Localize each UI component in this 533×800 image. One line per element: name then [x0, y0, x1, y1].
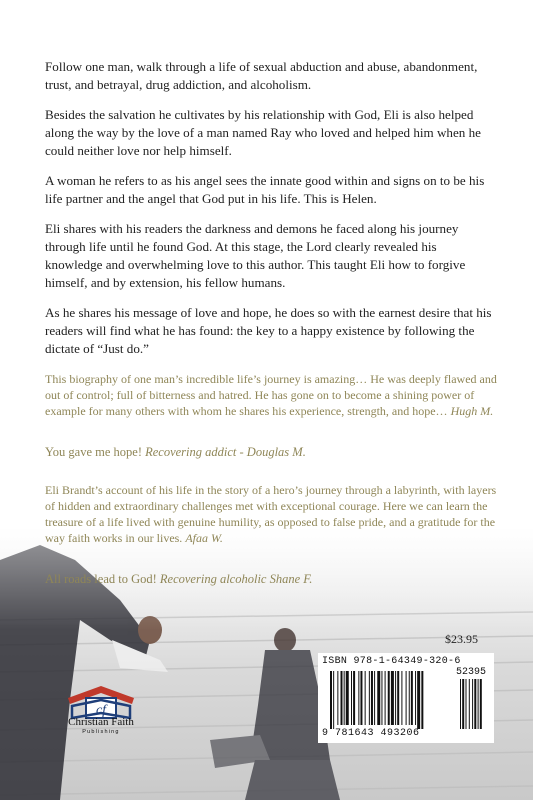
barcode-bar [369, 671, 370, 725]
price-label: $23.95 [445, 632, 478, 646]
barcode-bar [409, 671, 410, 725]
barcode-bar [344, 671, 345, 725]
endorsement-quote [45, 444, 497, 460]
endorsement-quote [45, 571, 497, 587]
endorsement-author: Afaa W. [185, 531, 223, 545]
barcode-bar [406, 671, 407, 725]
barcode-bar [397, 671, 399, 725]
endorsement-text: This biography of one man’s incredible life’s journey is amazing… He was deeply flawed and out of control; full of bitterness and hatred. He has gone on to become a shining power of example for many others with whom he shares his experience, strength, and hope… [45, 372, 497, 418]
barcode-bar [385, 671, 386, 725]
barcode-addon-bar [480, 679, 482, 729]
publisher-name: Christian Faith [68, 716, 134, 728]
endorsement-text: All roads lead to God! [45, 572, 157, 586]
endorsement-text: You gave me hope! [45, 445, 142, 459]
logo-monogram: cf [95, 703, 107, 718]
barcode-addon-bar [460, 679, 461, 729]
barcode-addon-bar [472, 679, 473, 729]
barcode-addon-bar [466, 679, 467, 729]
barcode-bar [346, 671, 349, 725]
blurb-paragraph: Besides the salvation he cultivates by his relationship with God, Eli is also helped along the way by the love of a man named Ray who loved and helped him when he could neither love nor help himself. [45, 107, 481, 158]
publisher-subtitle: Publishing [82, 729, 120, 735]
blurb-paragraph: Follow one man, walk through a life of sexual abduction and abuse, abandonment, trust, and betrayal, drug addiction, and alcoholism. [45, 59, 478, 92]
endorsement-quote [45, 482, 497, 546]
isbn-label: ISBN 978-1-64349-320-6 [322, 656, 461, 667]
blurb-paragraph: A woman he refers to as his angel sees the innate good within and signs on to be his life partner and the angel that God put in his life. This is Helen. [45, 173, 485, 206]
barcode-digits: 9 781643 493206 [322, 728, 420, 739]
barcode-bar [417, 671, 420, 729]
barcode-bar [371, 671, 373, 725]
endorsement-author: Recovering alcoholic Shane F. [159, 572, 313, 586]
barcode-bar [358, 671, 359, 725]
barcode-bar [360, 671, 362, 725]
blurb-paragraph: As he shares his message of love and hope, he does so with the earnest desire that his readers will find what he has found: the key to a happy existence by following the dictate of “Just do.” [45, 305, 492, 356]
barcode-addon-bar [474, 679, 476, 729]
barcode-bar [391, 671, 394, 725]
barcode-bar [395, 671, 396, 725]
barcode-bar [388, 671, 390, 725]
barcode-addon-bar [462, 679, 464, 729]
barcode-bar [341, 671, 343, 725]
barcode-bar [333, 671, 334, 729]
barcode-bar [365, 671, 366, 725]
barcode-bar [401, 671, 402, 725]
barcode-bar [377, 671, 380, 725]
barcode-addon-bar [478, 679, 479, 729]
endorsement-author: Recovering addict - Douglas M. [145, 445, 306, 459]
endorsement-text: Eli Brandt’s account of his life in the story of a hero’s journey through a labyrinth, with layers of hidden and extraordinary challenges met with exceptional courage. Here we can learn the treasure of a life lived with genuine humility, as opposed to false pride, and a gratitude for the way faith works in our lives. [45, 483, 497, 545]
barcode-bar [411, 671, 413, 725]
barcode-bar [374, 671, 375, 725]
endorsement-quote [45, 371, 497, 419]
barcode-bar [351, 671, 352, 725]
barcode-bar [421, 671, 423, 729]
barcode-addon-bar [469, 679, 470, 729]
barcode-bar [330, 671, 332, 729]
barcode-bar [415, 671, 416, 725]
barcode-bar [381, 671, 382, 725]
blurb-paragraph: Eli shares with his readers the darkness and demons he faced along his journey through life until he found God. At this stage, the Lord clearly revealed his knowledge and overwhelming love to this author. This taught Eli how to forgive himself, and by extension, his fellow humans. [45, 221, 466, 290]
barcode-bar [353, 671, 355, 725]
endorsement-author: Hugh M. [450, 404, 494, 418]
barcode-addon-digits: 52395 [456, 667, 487, 678]
christian-faith-publishing-logo [56, 660, 146, 740]
blurb-section [45, 58, 493, 370]
barcode-bar [337, 671, 338, 725]
